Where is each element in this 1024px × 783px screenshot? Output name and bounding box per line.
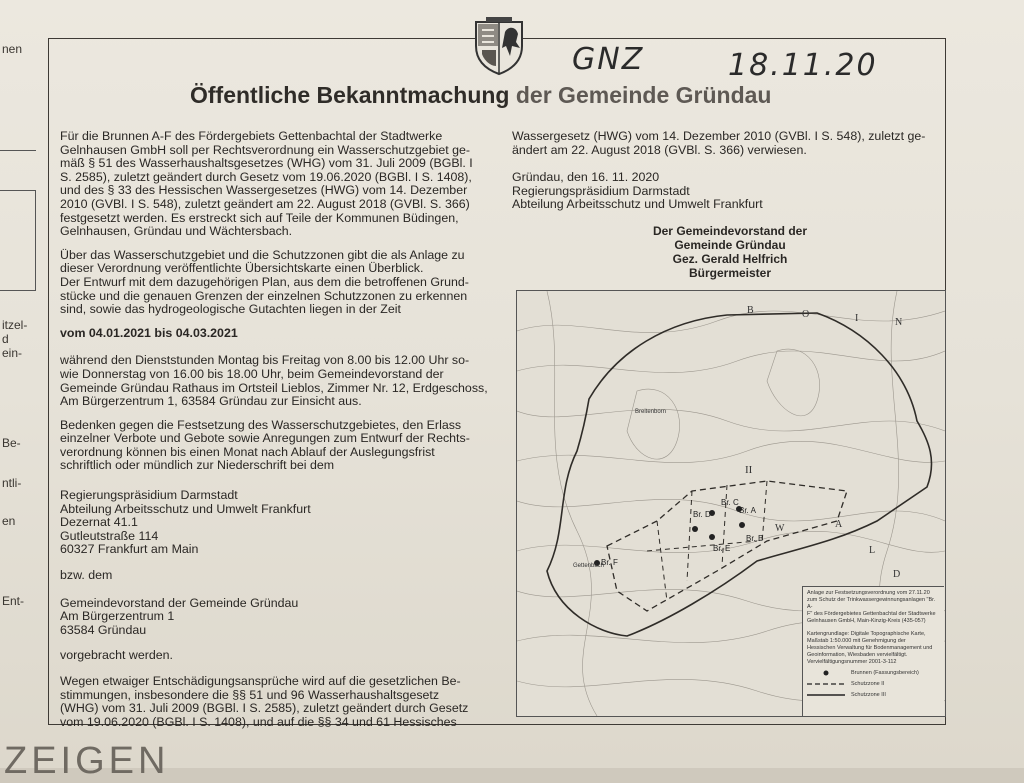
text-line: dieser Verordnung veröffentlichte Übersichtskarte einen Überblick. (60, 261, 424, 276)
display-period: vom 04.01.2021 bis 04.03.2021 (60, 325, 238, 340)
spacer (60, 557, 500, 569)
well-label: Br. E (713, 544, 731, 553)
title-municipality: der Gemeinde Gründau (515, 82, 772, 108)
text-line: sind, sowie das hydrogeologische Gutachten liegen in der Zeit (60, 302, 401, 317)
legend-line: zum Schutz der Trinkwassergewinnungsanlagen "Br. A- (807, 597, 936, 610)
address-line: Regierungspräsidium Darmstadt (60, 488, 238, 503)
fragment-text: Ent- (2, 594, 25, 608)
address-line: Dezernat 41.1 (60, 515, 138, 530)
zone-label: II (745, 464, 753, 476)
spacer (60, 473, 500, 489)
map-letter: L (869, 545, 876, 556)
legend-line: Hessischen Verwaltung für Bodenmanagement und (807, 645, 933, 651)
handwritten-note: GNZ (572, 42, 645, 77)
text-line: Am Bürgerzentrum 1, 63584 Gründau zur Einsicht aus. (60, 394, 362, 409)
text-line: mäß § 51 des Wasserhaushaltsgesetzes (WHG) vom 31. Juli 2009 (BGBl. I (60, 156, 473, 171)
signature-line: Der Gemeindevorstand der (652, 224, 808, 238)
text-line: vom 19.06.2020 (BGBl. I S. 1408), und auf die §§ 34 und 61 Hessisches (60, 714, 457, 729)
spacer (60, 340, 500, 354)
adjacent-column (0, 0, 42, 768)
signature-line: Gez. Gerald Helfrich (672, 252, 788, 266)
text-line: Gelnhausen GmbH soll per Rechtsverordnung ein Wasserschutzgebiet ge- (60, 142, 471, 157)
legend-line: Anlage zur Festsetzungsverordnung vom 27.11.20 (807, 590, 930, 596)
address-block (60, 597, 500, 638)
text-line: festgesetzt werden. Es erstreckt sich auf Teile der Kommunen Büdingen, (60, 210, 459, 225)
place-date: Gründau, den 16. 11. 2020 (512, 170, 660, 185)
map-letter: I (855, 313, 859, 324)
alternative-text: bzw. dem (60, 568, 113, 583)
solid-line-icon (807, 691, 845, 699)
place-labels (573, 409, 666, 569)
dashed-line-icon (807, 680, 845, 688)
text-line: schriftlich oder mündlich zur Niederschrift bei dem (60, 458, 335, 473)
text-line: Für die Brunnen A-F des Fördergebiets Gettenbachtal der Stadtwerke (60, 129, 443, 143)
address-line: 60327 Frankfurt am Main (60, 542, 199, 557)
map-letter: N (895, 317, 903, 328)
well-label: Br. F (601, 558, 618, 567)
fragment-text: ein- (2, 346, 23, 360)
text-line: Gelnhausen, Gründau und Wächtersbach. (60, 224, 293, 239)
well-label: Br. C (721, 498, 739, 507)
map-letter: W (775, 523, 785, 534)
coat-of-arms-icon (472, 16, 526, 76)
well-label: Br. B (746, 534, 764, 543)
map-letter: D (893, 569, 901, 580)
well-label: Br. A (739, 506, 756, 515)
text-line: stücke und die genauen Grenzen der einzelnen Schutzzonen zu erkennen (60, 288, 468, 303)
legend-item-well (807, 669, 940, 677)
legend-label: Brunnen (Fassungsbereich) (851, 669, 919, 676)
place-label: Gettenbach (573, 563, 605, 569)
paragraph (60, 354, 500, 408)
fragment-text: d (2, 332, 9, 346)
paragraph (60, 130, 500, 239)
legend-line: Gelnhausen GmbH, Main-Kinzig-Kreis (435-057) (807, 618, 926, 624)
address-line: Abteilung Arbeitsschutz und Umwelt Frankfurt (60, 501, 311, 516)
divider (0, 190, 36, 191)
signature-line: Gemeinde Gründau (674, 238, 786, 252)
right-text-column (512, 130, 942, 212)
text-line: wie Donnerstag von 16.00 bis 18.00 Uhr, beim Gemeindevorstand der (60, 366, 444, 381)
text-line: und des § 33 des Hessischen Wassergesetzes (HWG) vom 14. Dezember (60, 183, 468, 198)
well-labels (601, 498, 763, 567)
text-line: während den Dienststunden Montag bis Freitag von 8.00 bis 12.00 Uhr so- (60, 353, 470, 368)
address-block (60, 489, 500, 557)
text-line: verordnung können bis einen Monat nach Ablauf der Auslegungsfrist (60, 444, 435, 459)
legend-item-zone-ii (807, 680, 940, 688)
legend-label: Schutzzone III (851, 691, 886, 698)
paragraph (60, 419, 500, 473)
address-line: 63584 Gründau (60, 622, 147, 637)
text-line: stimmungen, insbesondere die §§ 51 und 96 Wasserhaushaltsgesetz (60, 687, 440, 702)
legend-line: Geoinformation, Wiesbaden vervielfältigt. (807, 652, 908, 658)
map-letter: O (802, 309, 810, 320)
authority-line: Abteilung Arbeitsschutz und Umwelt Frankfurt (512, 197, 763, 212)
text-line: Gemeinde Gründau Rathaus im Ortsteil Lieblos, Zimmer Nr. 12, Erdgeschoss, (60, 380, 488, 395)
spacer (60, 583, 500, 597)
text-line: ändert am 22. August 2018 (GVBl. S. 366) verwiesen. (512, 142, 807, 157)
address-line: Am Bürgerzentrum 1 (60, 609, 175, 624)
legend-label: Schutzzone II (851, 680, 885, 687)
legend-line: Vervielfältigungsnummer 2001-3-112 (807, 659, 897, 665)
map-letter: A (835, 519, 843, 530)
paragraph (60, 675, 500, 729)
notice-title (190, 82, 850, 109)
divider (0, 290, 36, 291)
paragraph (512, 130, 942, 157)
place-label: Breitenborn (635, 409, 667, 415)
text-line: (WHG) vom 31. Juli 2009 (BGBl. I S. 2585), zuletzt geändert durch Gesetz (60, 701, 469, 716)
spacer (512, 157, 942, 171)
paragraph (60, 249, 500, 317)
divider (35, 190, 36, 290)
address-line: Gutleutstraße 114 (60, 528, 159, 543)
title-main: Öffentliche Bekanntmachung (190, 82, 510, 108)
text-line: Der Entwurf mit dem dazugehörigen Plan, aus dem die betroffenen Grund- (60, 274, 469, 289)
divider (0, 150, 36, 151)
text-line: 2010 (GVBl. I S. 548), zuletzt geändert am 22. August 2018 (GVBl. S. 366) (60, 196, 470, 211)
well-symbol-icon (807, 669, 845, 677)
map-letter: B (747, 305, 754, 316)
fragment-text: nen (2, 42, 23, 56)
text-line: einzelner Verbote und Gebote sowie Anregungen zum Entwurf der Rechts- (60, 431, 470, 446)
legend-line: Maßstab 1:50.000 mit Genehmigung der (807, 638, 906, 644)
text-line: Bedenken gegen die Festsetzung des Wasserschutzgebietes, den Erlass (60, 417, 462, 432)
text-line: S. 2585), zuletzt geändert durch Gesetz vom 19.06.2020 (BGBl. I S. 1408), (60, 169, 472, 184)
left-text-column (60, 130, 500, 729)
authority-line: Regierungspräsidium Darmstadt (512, 183, 690, 198)
fragment-text: en (2, 514, 16, 528)
section-heading-fragment: ZEIGEN (4, 740, 170, 782)
fragment-text: ntli- (2, 476, 22, 490)
text-line: Wassergesetz (HWG) vom 14. Dezember 2010 (GVBl. I S. 548), zuletzt ge- (512, 129, 926, 143)
fragment-text: itzel- (2, 318, 28, 332)
fragment-text: Be- (2, 436, 21, 450)
legend-item-zone-iii (807, 691, 940, 699)
well-label: Br. D (693, 510, 711, 519)
legend-line: Kartengrundlage: Digitale Topographische Karte, (807, 631, 926, 637)
legend-line: F" des Fördergebietes Gettenbachtal der Stadtwerke (807, 611, 936, 617)
area-letters (745, 305, 902, 580)
closing-text: vorgebracht werden. (60, 648, 173, 663)
map-legend (802, 586, 944, 716)
address-line: Gemeindevorstand der Gemeinde Gründau (60, 595, 299, 610)
handwritten-date: 18.11.20 (728, 48, 878, 83)
signature-block (640, 224, 820, 280)
text-line: Wegen etwaiger Entschädigungsansprüche wird auf die gesetzlichen Be- (60, 674, 461, 688)
text-line: Über das Wasserschutzgebiet und die Schutzzonen gibt die als Anlage zu (60, 247, 465, 262)
signature-line: Bürgermeister (688, 266, 772, 280)
